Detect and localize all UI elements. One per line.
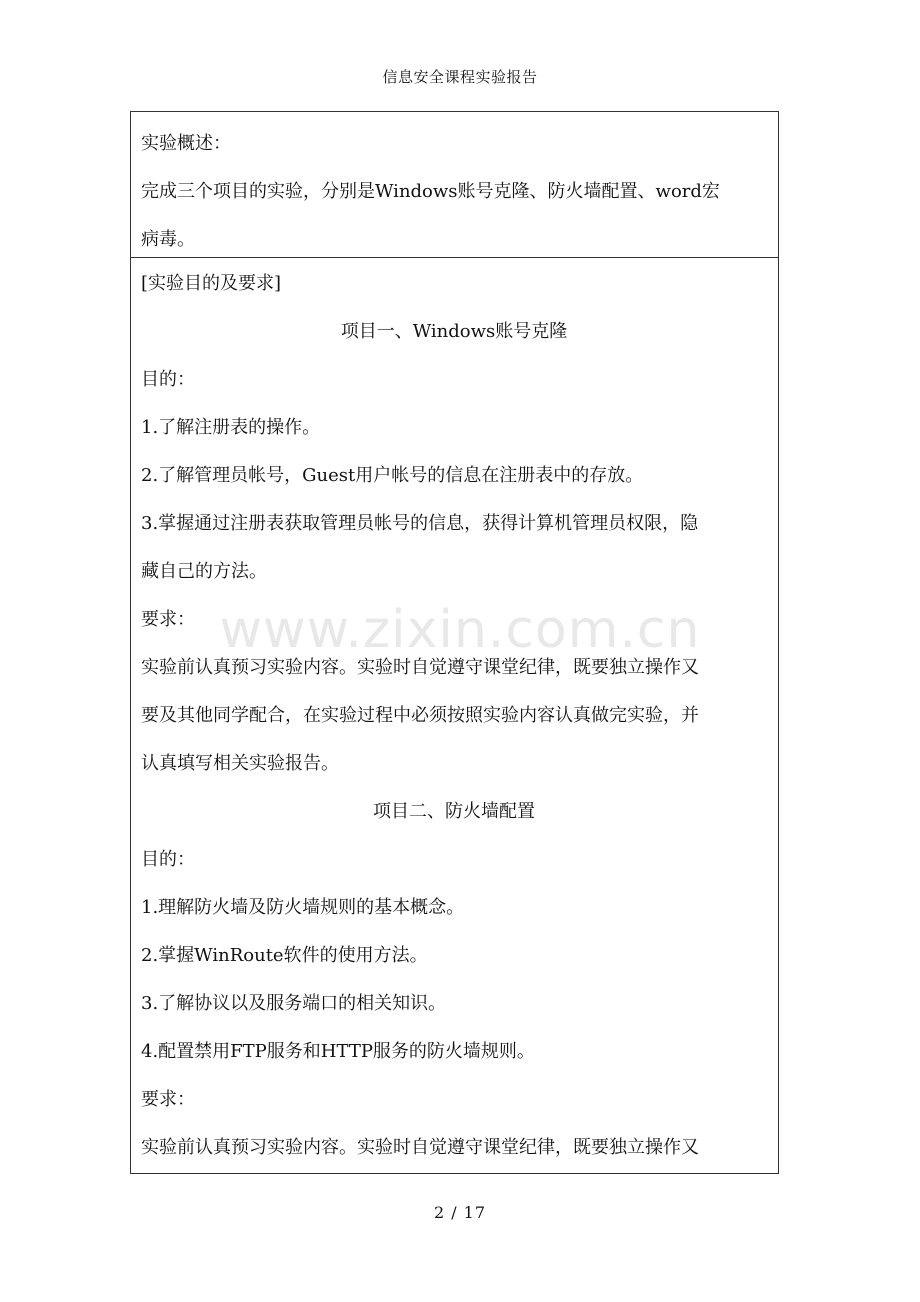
project2-purpose-label: 目的： [141,849,195,870]
project1-requirement-label: 要求： [141,609,195,630]
objectives-cell [131,258,778,1173]
project1-title: 项目一、Windows账号克隆 [340,321,568,342]
overview-heading: 实验概述： [141,133,231,154]
project1-requirement-line: 认真填写相关实验报告。 [141,753,339,774]
objectives-section-label: [实验目的及要求] [141,273,282,294]
project2-title: 项目二、防火墙配置 [373,801,535,822]
project2-purpose-item: 3.了解协议以及服务端口的相关知识。 [141,993,447,1014]
overview-line: 病毒。 [141,229,195,250]
project1-purpose-item: 2.了解管理员帐号，Guest用户帐号的信息在注册表中的存放。 [141,465,644,486]
report-table [130,111,779,1174]
project2-requirement-label: 要求： [141,1089,195,1110]
overview-cell [131,112,778,258]
page-number: 2 / 17 [433,1203,487,1222]
project1-purpose-item: 藏自己的方法。 [141,561,267,582]
project1-requirement-line: 实验前认真预习实验内容。实验时自觉遵守课堂纪律，既要独立操作又 [141,657,699,678]
project2-purpose-item: 1.理解防火墙及防火墙规则的基本概念。 [141,897,465,918]
project1-purpose-label: 目的： [141,369,195,390]
project2-requirement-line: 实验前认真预习实验内容。实验时自觉遵守课堂纪律，既要独立操作又 [141,1137,699,1158]
watermark-text: www.zixin.com.cn [219,600,701,660]
project1-purpose-item: 3.掌握通过注册表获取管理员帐号的信息，获得计算机管理员权限，隐 [141,513,699,534]
project1-requirement-line: 要及其他同学配合，在实验过程中必须按照实验内容认真做完实验，并 [141,705,699,726]
project2-purpose-item: 4.配置禁用FTP服务和HTTP服务的防火墙规则。 [141,1041,535,1062]
project1-purpose-item: 1.了解注册表的操作。 [141,417,321,438]
overview-line: 完成三个项目的实验，分别是Windows账号克隆、防火墙配置、word宏 [141,181,720,202]
project2-purpose-item: 2.掌握WinRoute软件的使用方法。 [141,945,428,966]
page-header-title: 信息安全课程实验报告 [382,68,538,86]
